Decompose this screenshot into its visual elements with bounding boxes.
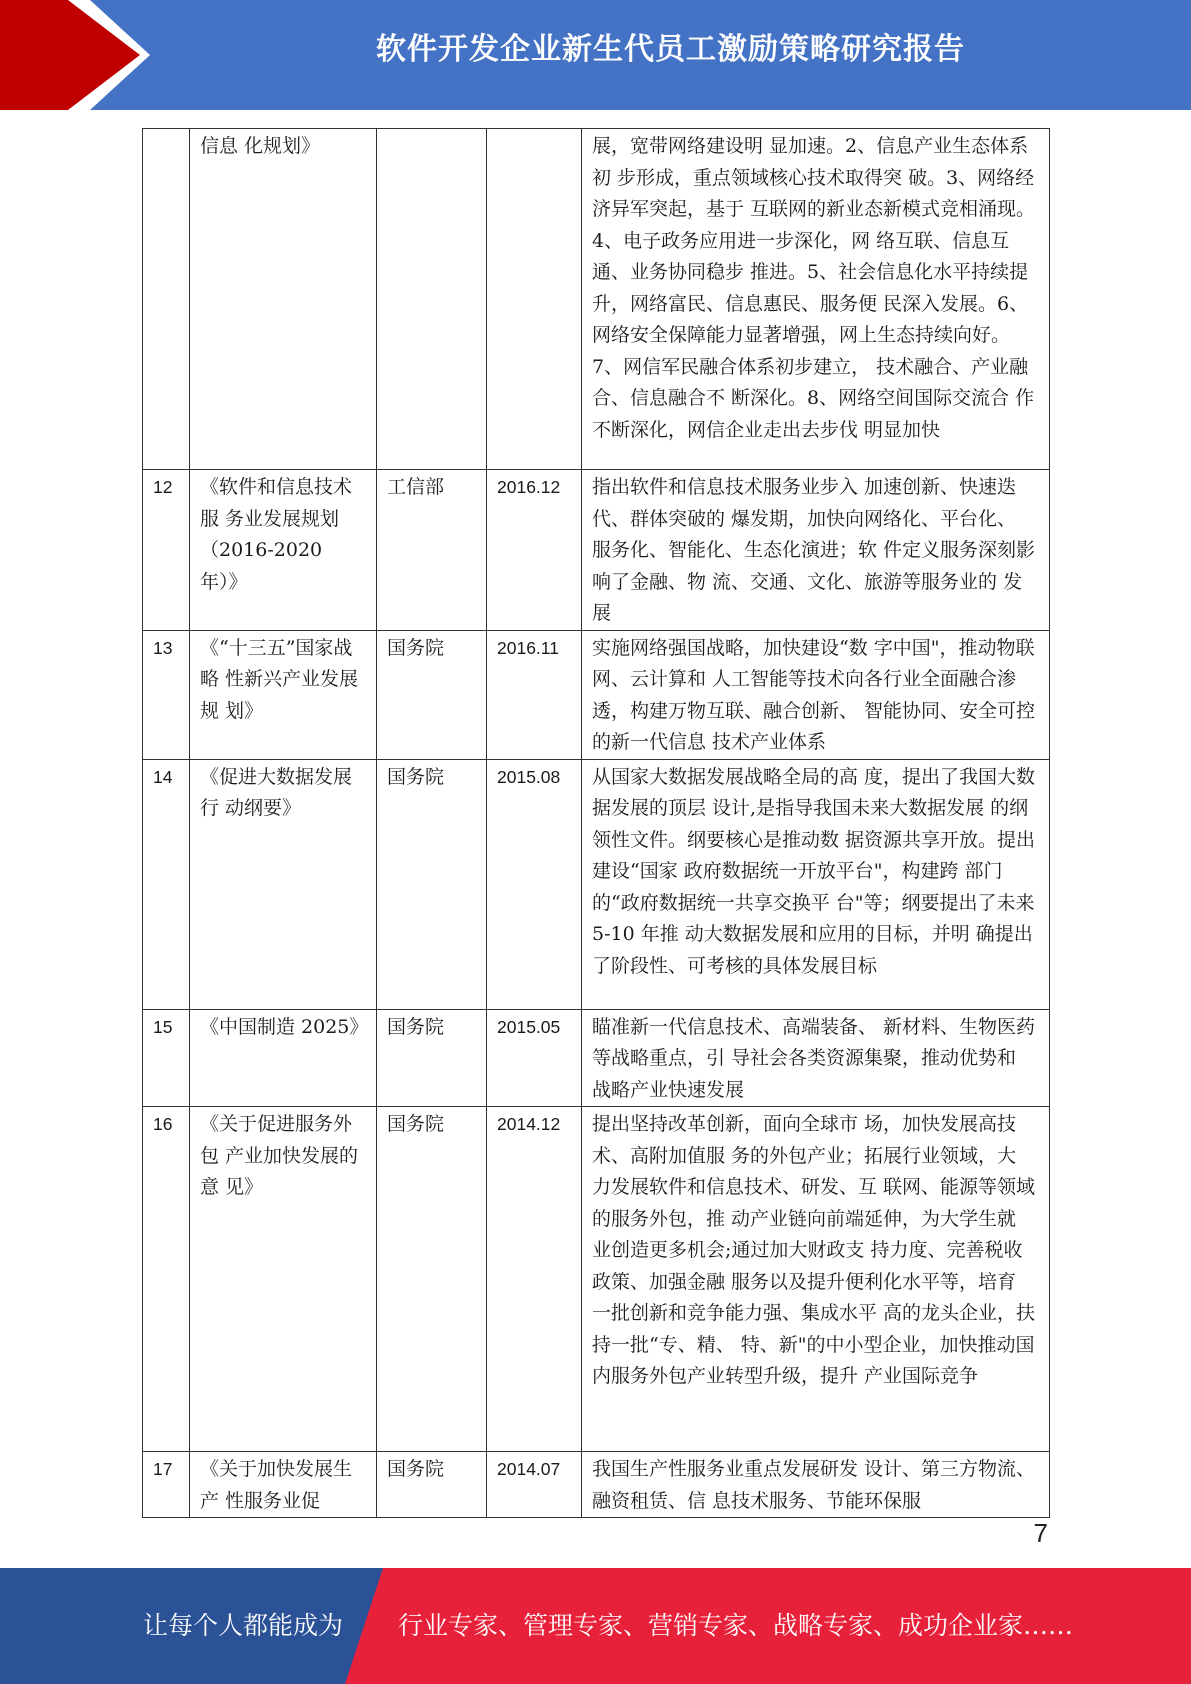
issue-date: 2016.11 [487, 630, 582, 759]
policy-name: 《“十三五”国家战略 性新兴产业发展规 划》 [190, 630, 377, 759]
policy-name: 《促进大数据发展行 动纲要》 [190, 759, 377, 1009]
row-number: 13 [143, 630, 190, 759]
issuing-department: 国务院 [377, 630, 487, 759]
row-number: 17 [143, 1452, 190, 1518]
policy-description: 提出坚持改革创新，面向全球市 场，加快发展高技术、高附加值服 务的外包产业；拓展行业领域，大 力发展软件和信息技术、研发、互 联网、能源等领域的服务外包，推 动产业链向前端延伸，为大学生就 业创造更多机会;通过加大财政支 持力度、完善税收政策、加强金融 服务以及提升便利化水平等，培育 一批创新和竞争能力强、集成水平 高的龙头企业，扶持一批“专、精、 特、新"的中小型企业，加快推动国内服务外包产业转型升级，提升 产业国际竞争 [582, 1107, 1050, 1452]
page-number: 7 [1033, 1518, 1048, 1548]
page-header [0, 0, 1191, 110]
issuing-department: 国务院 [377, 1452, 487, 1518]
policy-name: 《关于促进服务外包 产业加快发展的意 见》 [190, 1107, 377, 1452]
table-row [143, 1009, 1050, 1107]
policy-name: 《中国制造 2025》 [190, 1009, 377, 1107]
issuing-department: 工信部 [377, 470, 487, 631]
issue-date [487, 129, 582, 470]
report-title: 软件开发企业新生代员工激励策略研究报告 [376, 32, 965, 67]
policy-table [142, 128, 1050, 1518]
policy-description: 我国生产性服务业重点发展研发 设计、第三方物流、融资租赁、信 息技术服务、节能环保服 [582, 1452, 1050, 1518]
issuing-department [377, 129, 487, 470]
issue-date: 2015.05 [487, 1009, 582, 1107]
issue-date: 2014.12 [487, 1107, 582, 1452]
table-row [143, 1107, 1050, 1452]
policy-description: 实施网络强国战略，加快建设“数 字中国"，推动物联网、云计算和 人工智能等技术向各行业全面融合渗透，构建万物互联、融合创新、 智能协同、安全可控的新一代信息 技术产业体系 [582, 630, 1050, 759]
row-number: 14 [143, 759, 190, 1009]
row-number [143, 129, 190, 470]
policy-description: 从国家大数据发展战略全局的高 度，提出了我国大数据发展的顶层 设计,是指导我国未来大数据发展 的纲领性文件。纲要核心是推动数 据资源共享开放。提出建设“国家 政府数据统一开放平台"，构建跨 部门的“政府数据统一共享交换平 台"等；纲要提出了未来 5-10 年推 动大数据发展和应用的目标，并明 确提出了阶段性、可考核的具体发展目标 [582, 759, 1050, 1009]
issuing-department: 国务院 [377, 759, 487, 1009]
row-number: 16 [143, 1107, 190, 1452]
footer-slogan-right: 行业专家、管理专家、营销专家、战略专家、成功企业家…… [398, 1611, 1074, 1640]
footer-slogan-left: 让每个人都能成为 [143, 1611, 344, 1640]
issue-date: 2016.12 [487, 470, 582, 631]
table-row [143, 1452, 1050, 1518]
header-arrow-icon [0, 0, 140, 110]
issue-date: 2014.07 [487, 1452, 582, 1518]
row-number: 12 [143, 470, 190, 631]
policy-name: 信息 化规划》 [190, 129, 377, 470]
policy-name: 《关于加快发展生产 性服务业促 [190, 1452, 377, 1518]
issuing-department: 国务院 [377, 1107, 487, 1452]
table-row [143, 630, 1050, 759]
table-row [143, 470, 1050, 631]
policy-description: 瞄准新一代信息技术、高端装备、 新材料、生物医药等战略重点，引 导社会各类资源集聚，推动优势和 战略产业快速发展 [582, 1009, 1050, 1107]
policy-description: 指出软件和信息技术服务业步入 加速创新、快速迭代、群体突破的 爆发期，加快向网络化、平台化、 服务化、智能化、生态化演进；软 件定义服务深刻影响了金融、物 流、交通、文化、旅游等服务业的 发展 [582, 470, 1050, 631]
issuing-department: 国务院 [377, 1009, 487, 1107]
table-row [143, 759, 1050, 1009]
issue-date: 2015.08 [487, 759, 582, 1009]
page-footer [0, 1568, 1191, 1684]
row-number: 15 [143, 1009, 190, 1107]
policy-name: 《软件和信息技术服 务业发展规划（2016-2020 年）》 [190, 470, 377, 631]
policy-description: 展，宽带网络建设明 显加速。2、信息产业生态体系初 步形成，重点领域核心技术取得突 破。3、网络经济异军突起，基于 互联网的新业态新模式竞相涌现。 4、电子政务应用进一步深化，网 络互联、信息互通、业务协同稳步 推进。5、社会信息化水平持续提 升，网络富民、信息惠民、服务便 民深入发展。6、网络安全保障能力显著增强，网上生态持续向好。 7、网信军民融合体系初步建立， 技术融合、产业融合、信息融合不 断深化。8、网络空间国际交流合 作不断深化，网信企业走出去步伐 明显加快 [582, 129, 1050, 470]
table-row [143, 129, 1050, 470]
